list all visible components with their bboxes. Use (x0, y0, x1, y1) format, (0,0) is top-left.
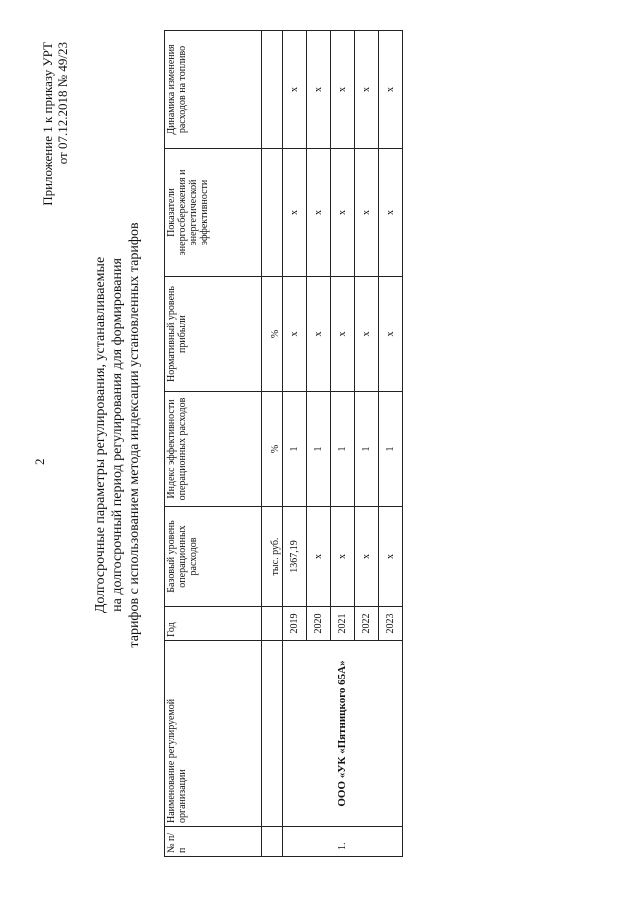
cell-year: 2020 (307, 607, 331, 641)
units-empty-year (262, 607, 283, 641)
cell-profit: x (331, 277, 355, 392)
cell-energy: x (331, 149, 355, 277)
document-title (92, 115, 143, 755)
cell-fuel: x (307, 31, 331, 149)
unit-index: % (262, 392, 283, 507)
cell-profit: x (283, 277, 307, 392)
units-empty-energy (262, 149, 283, 277)
cell-energy: x (355, 149, 379, 277)
units-empty-fuel (262, 31, 283, 149)
cell-fuel: x (331, 31, 355, 149)
page-number: 2 (32, 458, 47, 465)
table-row (283, 31, 307, 857)
header-year: Год (165, 607, 262, 641)
cell-fuel: x (283, 31, 307, 149)
cell-index: 1 (307, 392, 331, 507)
title-line-2: на долгосрочный период регулирования для формирования (110, 258, 125, 612)
cell-profit: x (379, 277, 403, 392)
cell-energy: x (379, 149, 403, 277)
cell-year: 2021 (331, 607, 355, 641)
cell-fuel: x (355, 31, 379, 149)
cell-energy: x (283, 149, 307, 277)
cell-base: x (379, 507, 403, 607)
cell-base: x (355, 507, 379, 607)
appendix-line-1: Приложение 1 к приказу УРТ (40, 42, 55, 206)
table-units-row (262, 31, 283, 857)
cell-profit: x (355, 277, 379, 392)
header-base-level: Базовый уровень операционных расходов (165, 507, 262, 607)
cell-index: 1 (379, 392, 403, 507)
cell-index: 1 (331, 392, 355, 507)
header-energy-indicators: Показатели энергосбережения и энергетической эффективности (165, 149, 262, 277)
unit-profit: % (262, 277, 283, 392)
cell-year: 2023 (379, 607, 403, 641)
cell-year: 2019 (283, 607, 307, 641)
organization-name: ООО «УК «Пятницкого 65А» (283, 641, 403, 827)
cell-profit: x (307, 277, 331, 392)
header-num: № п/п (165, 827, 262, 857)
cell-base: 1367,19 (283, 507, 307, 607)
header-efficiency-index: Индекс эффективности операционных расходов (165, 392, 262, 507)
cell-year: 2022 (355, 607, 379, 641)
header-organization: Наименование регулируемой организации (165, 641, 262, 827)
cell-fuel: x (379, 31, 403, 149)
cell-energy: x (307, 149, 331, 277)
cell-index: 1 (355, 392, 379, 507)
units-empty-num (262, 827, 283, 857)
title-line-3: тарифов с использованием метода индексации установленных тарифов (127, 222, 142, 648)
appendix-line-2: от 07.12.2018 № 49/23 (55, 42, 70, 165)
unit-base: тыс. руб. (262, 507, 283, 607)
title-line-1: Долгосрочные параметры регулирования, устанавливаемые (93, 256, 108, 614)
header-fuel-dynamics: Динамика изменения расходов на топливо (165, 31, 262, 149)
table-header-row (165, 31, 262, 857)
units-empty-org (262, 641, 283, 827)
row-number: 1. (283, 827, 403, 857)
parameters-table (164, 30, 403, 857)
cell-index: 1 (283, 392, 307, 507)
appendix-note (40, 42, 70, 206)
cell-base: x (331, 507, 355, 607)
header-profit-level: Нормативный уровень прибыли (165, 277, 262, 392)
cell-base: x (307, 507, 331, 607)
